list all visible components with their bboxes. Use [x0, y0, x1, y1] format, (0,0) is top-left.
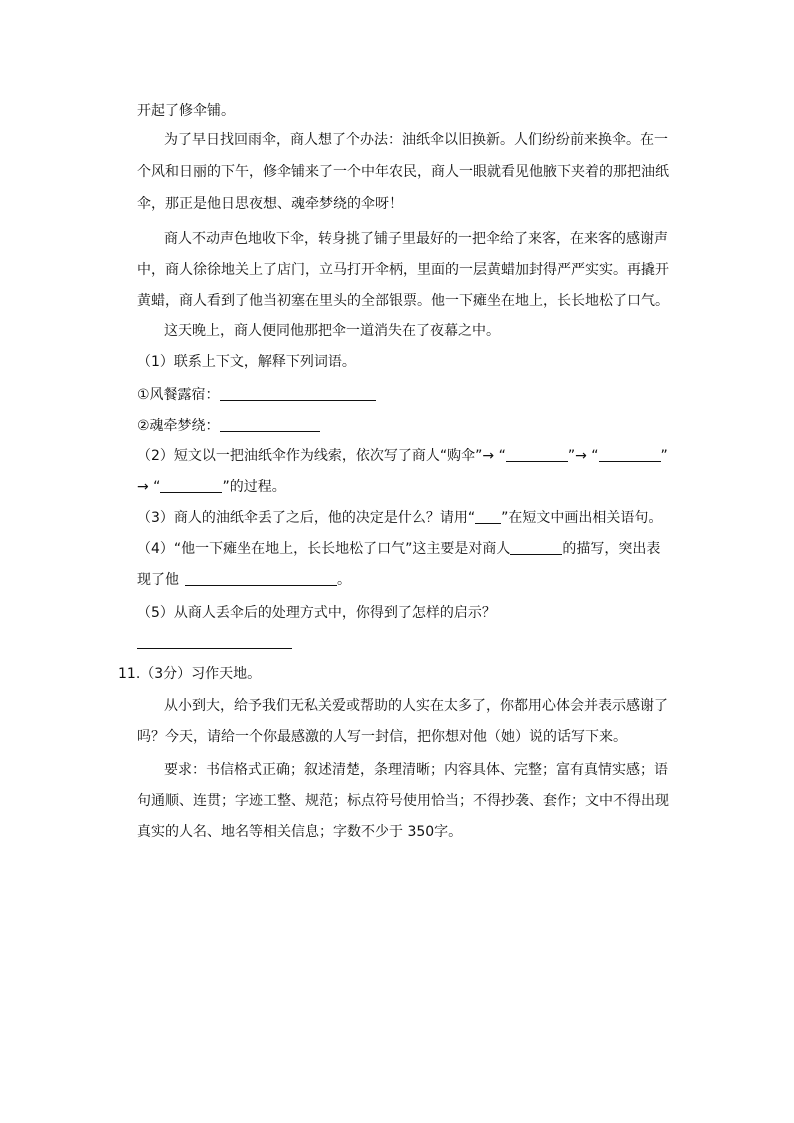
answer-blank[interactable] [220, 417, 320, 432]
essay-prompt-line: 从小到大，给予我们无私关爱或帮助的人实在太多了，你都用心体会并表示感谢了 [164, 698, 668, 714]
question-4-text: 。 [337, 572, 351, 588]
passage-line: 黄蜡，商人看到了他当初塞在里头的全部银票。他一下瘫坐在地上，长长地松了口气。 [137, 293, 669, 309]
question-1a [137, 385, 376, 405]
question-3-text: （3）商人的油纸伞丢了之后，他的决定是什么？请用“ [137, 510, 476, 526]
question-2-text: （2）短文以一把油纸伞作为线索，依次写了商人“购伞”→ “ [137, 448, 506, 464]
answer-blank[interactable] [160, 478, 222, 493]
question-4-text: （4）“他一下瘫坐在地上，长长地松了口气”这主要是对商人 [137, 541, 511, 557]
question-1b-label: ②魂牵梦绕： [137, 418, 220, 434]
passage-line: 这天晚上，商人便同他那把伞一道消失在了夜幕之中。 [164, 323, 500, 339]
question-1: （1）联系上下文，解释下列词语。 [137, 354, 356, 370]
answer-blank[interactable] [185, 571, 337, 586]
question-11-title: 11.（3分）习作天地。 [118, 666, 262, 682]
passage-line: 伞，那正是他日思夜想、魂牵梦绕的伞呀！ [137, 196, 403, 212]
question-4-line2 [137, 570, 351, 590]
essay-requirement-line: 真实的人名、地名等相关信息；字数不少于 350字。 [137, 824, 463, 840]
essay-requirement-line: 句通顺、连贯；字迹工整、规范；标点符号使用恰当；不得抄袭、套作；文中不得出现 [137, 793, 669, 809]
question-2-text: ” [660, 448, 668, 464]
question-3 [137, 508, 662, 528]
question-2-line2 [137, 477, 286, 497]
question-2-text: ”的过程。 [222, 479, 286, 495]
essay-prompt-line: 吗？今天，请给一个你最感激的人写一封信，把你想对他（她）说的话写下来。 [137, 729, 627, 745]
answer-line[interactable] [137, 648, 292, 649]
question-1b [137, 416, 320, 436]
question-2-text: → “ [137, 479, 161, 495]
essay-requirement-line: 要求：书信格式正确；叙述清楚，条理清晰；内容具体、完整；富有真情实感；语 [164, 762, 668, 778]
passage-line: 个风和日丽的下午，修伞铺来了一个中年农民，商人一眼就看见他腋下夹着的那把油纸 [137, 164, 669, 180]
answer-blank[interactable] [220, 386, 376, 401]
question-4-line1 [137, 539, 660, 559]
passage-line: 为了早日找回雨伞，商人想了个办法：油纸伞以旧换新。人们纷纷前来换伞。在一 [164, 132, 668, 148]
question-2-line1 [137, 446, 668, 466]
passage-line: 商人不动声色地收下伞，转身挑了铺子里最好的一把伞给了来客，在来客的感谢声 [164, 231, 668, 247]
answer-blank[interactable] [506, 447, 568, 462]
answer-blank[interactable] [475, 509, 501, 524]
question-4-text: 的描写，突出表 [562, 541, 661, 557]
answer-blank[interactable] [510, 540, 562, 555]
question-2-text: ”→ “ [567, 448, 599, 464]
question-3-text: ”在短文中画出相关语句。 [501, 510, 663, 526]
answer-blank[interactable] [599, 447, 661, 462]
question-1a-label: ①风餐露宿： [137, 387, 220, 403]
question-5: （5）从商人丢伞后的处理方式中，你得到了怎样的启示？ [137, 605, 496, 621]
question-4-text: 现了他 [137, 572, 179, 588]
passage-line: 开起了修伞铺。 [137, 103, 235, 119]
passage-line: 中，商人徐徐地关上了店门，立马打开伞柄，里面的一层黄蜡加封得严严实实。再撬开 [137, 262, 669, 278]
